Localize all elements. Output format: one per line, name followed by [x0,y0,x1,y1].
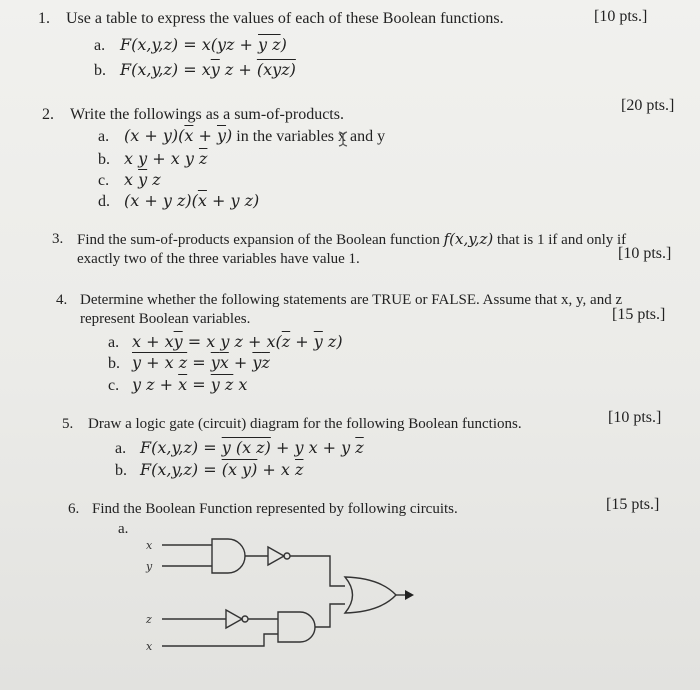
q2d-formula: (x + y $z)(\overline{x} + y$ z) [124,191,260,210]
q4-points: [15 pts.] [612,306,666,323]
q1-number: 1. [38,10,50,27]
or-gate [345,577,396,613]
and-gate-bottom [278,612,315,642]
q1b-formula: $F(x,y,z) = x\overline{y}$ z + (xyz) [120,60,296,79]
q4c-label: c. [108,377,120,394]
text-cursor-icon [336,131,350,147]
q2c-formula: x $\overline{y}$ z [124,170,161,189]
q5-points: [10 pts.] [608,409,662,426]
q4a-label: a. [108,334,120,351]
q5-number: 5. [62,416,74,432]
not-gate-z [226,610,242,628]
q2b-formula: x y + x y $\overline{z}$ [124,149,208,168]
q4c-formula: y $z + \overline{x} = y$ z x [132,375,248,394]
q6a-label: a. [118,521,129,537]
q3-number: 3. [52,231,64,247]
q4-line1: Determine whether the following statements are TRUE or FALSE. Assume that x, y, and z [80,292,623,308]
q1a-label: a. [94,37,106,54]
q2a-formula: $(x + y)(\overline{x} + \overline{y})$ in the variables x and y [124,126,386,145]
q1b-label: b. [94,62,106,79]
input-label-x1: x [146,539,153,552]
q4-number: 4. [56,292,68,308]
input-label-z: z [146,613,152,626]
q6-number: 6. [68,501,80,517]
q3-line2: exactly two of the three variables have value 1. [77,251,360,267]
q1-text: Use a table to express the values of each of these Boolean functions. [66,10,504,27]
q3-points: [10 pts.] [618,245,672,262]
q6-points: [15 pts.] [606,496,660,513]
q2-points: [20 pts.] [621,97,675,114]
output-arrow [405,590,414,600]
q1-points: [10 pts.] [594,8,648,25]
q4a-formula: $x + x\overline{y} = x$ y $z + x(\overline{z} + \overline{y}$ z) [132,332,343,351]
q2-number: 2. [42,106,54,123]
q4b-label: b. [108,355,120,372]
q2b-label: b. [98,151,110,168]
q5b-label: b. [115,462,127,479]
q2c-label: c. [98,172,110,189]
q4b-formula: y + x $z = \overline{y}\overline{x} + \overline{y}\overline{z}$ [132,353,270,372]
q5b-formula: F(x,y,z) = (x y) + x $\overline{z}$ [140,460,304,479]
input-label-x2: x [146,640,153,653]
and-gate-top [212,539,245,573]
q5a-label: a. [115,440,127,457]
q2d-label: d. [98,193,110,210]
wire-x-bottom [162,634,278,646]
q1a-formula: F(x,y,z) = x(yz + y z) [120,35,287,54]
q3-line1: Find the sum-of-products expansion of the Boolean function f(x,y,z) that is 1 if and only if [77,230,627,248]
q5a-formula: F(x,y,z) = y (x z) + y x + y $\overline{z}$ [140,438,364,457]
q2a-label: a. [98,128,110,145]
input-label-y: y [146,560,153,573]
q5-text: Draw a logic gate (circuit) diagram for the following Boolean functions. [88,416,522,432]
not-gate-top [268,547,284,565]
q2-text: Write the followings as a sum-of-products. [70,106,344,123]
q6-text: Find the Boolean Function represented by following circuits. [92,501,458,517]
q4-line2: represent Boolean variables. [80,311,251,327]
